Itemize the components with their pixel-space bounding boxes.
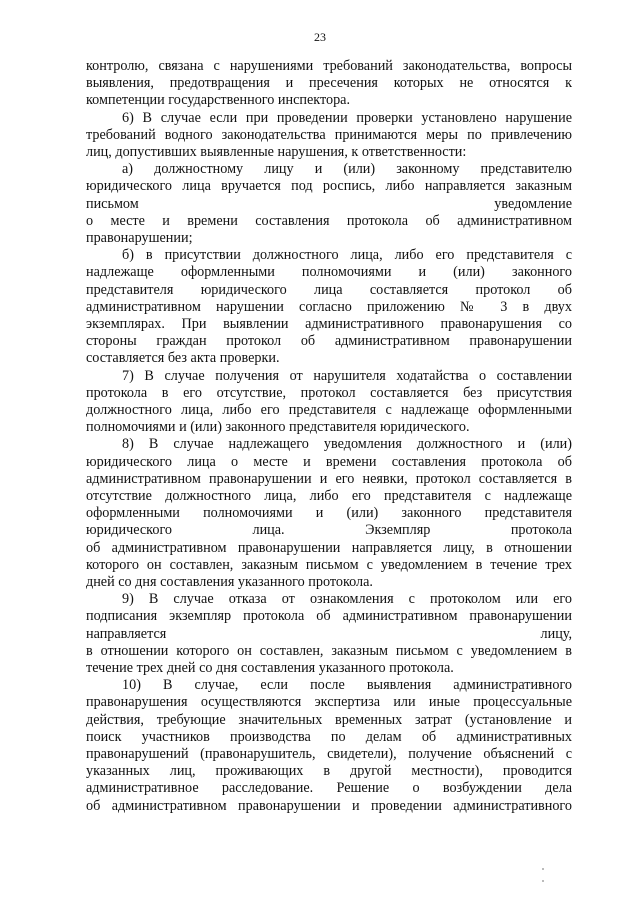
text-line: юридического лица о месте и времени составления протокола об [86, 453, 572, 470]
text-line: надлежаще оформленными полномочиями и (или) законного [86, 264, 572, 281]
paragraph-10-start: 10) В случае, если после выявления административного [122, 677, 572, 694]
text-line: об административном правонарушении направляется лицу, в отношении [86, 539, 572, 556]
text-line: административное расследование. Решение о возбуждении дела [86, 780, 572, 797]
item-a-start: а) должностному лицу и (или) законному представителю [122, 161, 572, 178]
paragraph-7-start: 7) В случае получения от нарушителя ходатайства о составлении [122, 367, 572, 384]
text-line: компетенции государственного инспектора. [86, 92, 351, 109]
scan-speck [542, 868, 544, 870]
paragraph-6-start: 6) В случае если при проведении проверки установлено нарушение [122, 109, 572, 126]
text-line: письмом [86, 195, 139, 212]
text-line: которого он составлен, заказным письмом с уведомлением в течение трех [86, 556, 572, 573]
text-line: о месте и времени составления протокола об административном [86, 212, 572, 229]
text-line: правонарушении; [86, 230, 193, 246]
text-line: подписания экземпляр протокола об административном правонарушении [86, 608, 572, 625]
paragraph-8-start: 8) В случае надлежащего уведомления должностного и (или) [122, 436, 572, 453]
paragraph-9-start: 9) В случае отказа от ознакомления с протоколом или его [122, 591, 572, 608]
text-line: выявления, предотвращения и пресечения которых не относятся к [86, 75, 572, 92]
text-line: течение трех дней со дня составления указанного протокола. [86, 660, 454, 676]
text-line: дней со дня составления указанного протокола. [86, 574, 373, 590]
text-line: поиск участников производства по делам об административных [86, 728, 572, 745]
text-line: полномочиями и (или) законного представителя юридического. [86, 419, 470, 436]
text-line: правонарушений (правонарушитель, свидетели), получение объяснений с [86, 746, 572, 762]
text-line: действия, требующие значительных временных затрат (установление и [86, 711, 572, 728]
text-line: контролю, связана с нарушениями требований законодательства, вопросы [86, 58, 572, 74]
text-line: административном правонарушении и его неявки, протокол составляется в [86, 470, 572, 487]
text-line: об административном правонарушении и проведении административного [86, 797, 572, 814]
text-line: стороны граждан протокол об административном правонарушении [86, 333, 572, 350]
text-line: лицу, [540, 625, 572, 642]
text-line: указанных лиц, проживающих в другой местности), проводится [86, 763, 572, 780]
text-line: юридического лица. Экземпляр протокола [86, 522, 572, 539]
text-line: представителя юридического лица составляется протокол об [86, 281, 572, 298]
text-line: составляется без акта проверки. [86, 350, 280, 367]
text-line: экземплярах. При выявлении административного правонарушения со [86, 316, 572, 332]
text-line: уведомление [494, 195, 572, 212]
page-number: 23 [314, 30, 326, 44]
text-line: требований водного законодательства принимаются меры по привлечению [86, 126, 572, 143]
text-line: в отношении которого он составлен, заказным письмом с уведомлением в [86, 642, 572, 659]
scan-speck [542, 880, 544, 882]
text-line: правонарушения осуществляются экспертиза или иные процессуальные [86, 694, 572, 711]
text-line: лиц, допустивших выявленные нарушения, к ответственности: [86, 144, 467, 160]
text-line: направляется [86, 625, 167, 642]
text-line: административном нарушении согласно приложению № 3 в двух [86, 298, 572, 315]
item-b-start: б) в присутствии должностного лица, либо его представителя с [122, 247, 572, 264]
text-line: юридического лица вручается под роспись, либо направляется заказным [86, 178, 572, 195]
text-line: должностного лица, либо его представителя с надлежаще оформленными [86, 402, 572, 418]
text-line: оформленными полномочиями и (или) законного представителя [86, 505, 572, 522]
text-line: протокола в его отсутствие, протокол составляется без присутствия [86, 384, 572, 401]
text-line: отсутствие должностного лица, либо его представителя с надлежаще [86, 488, 572, 504]
